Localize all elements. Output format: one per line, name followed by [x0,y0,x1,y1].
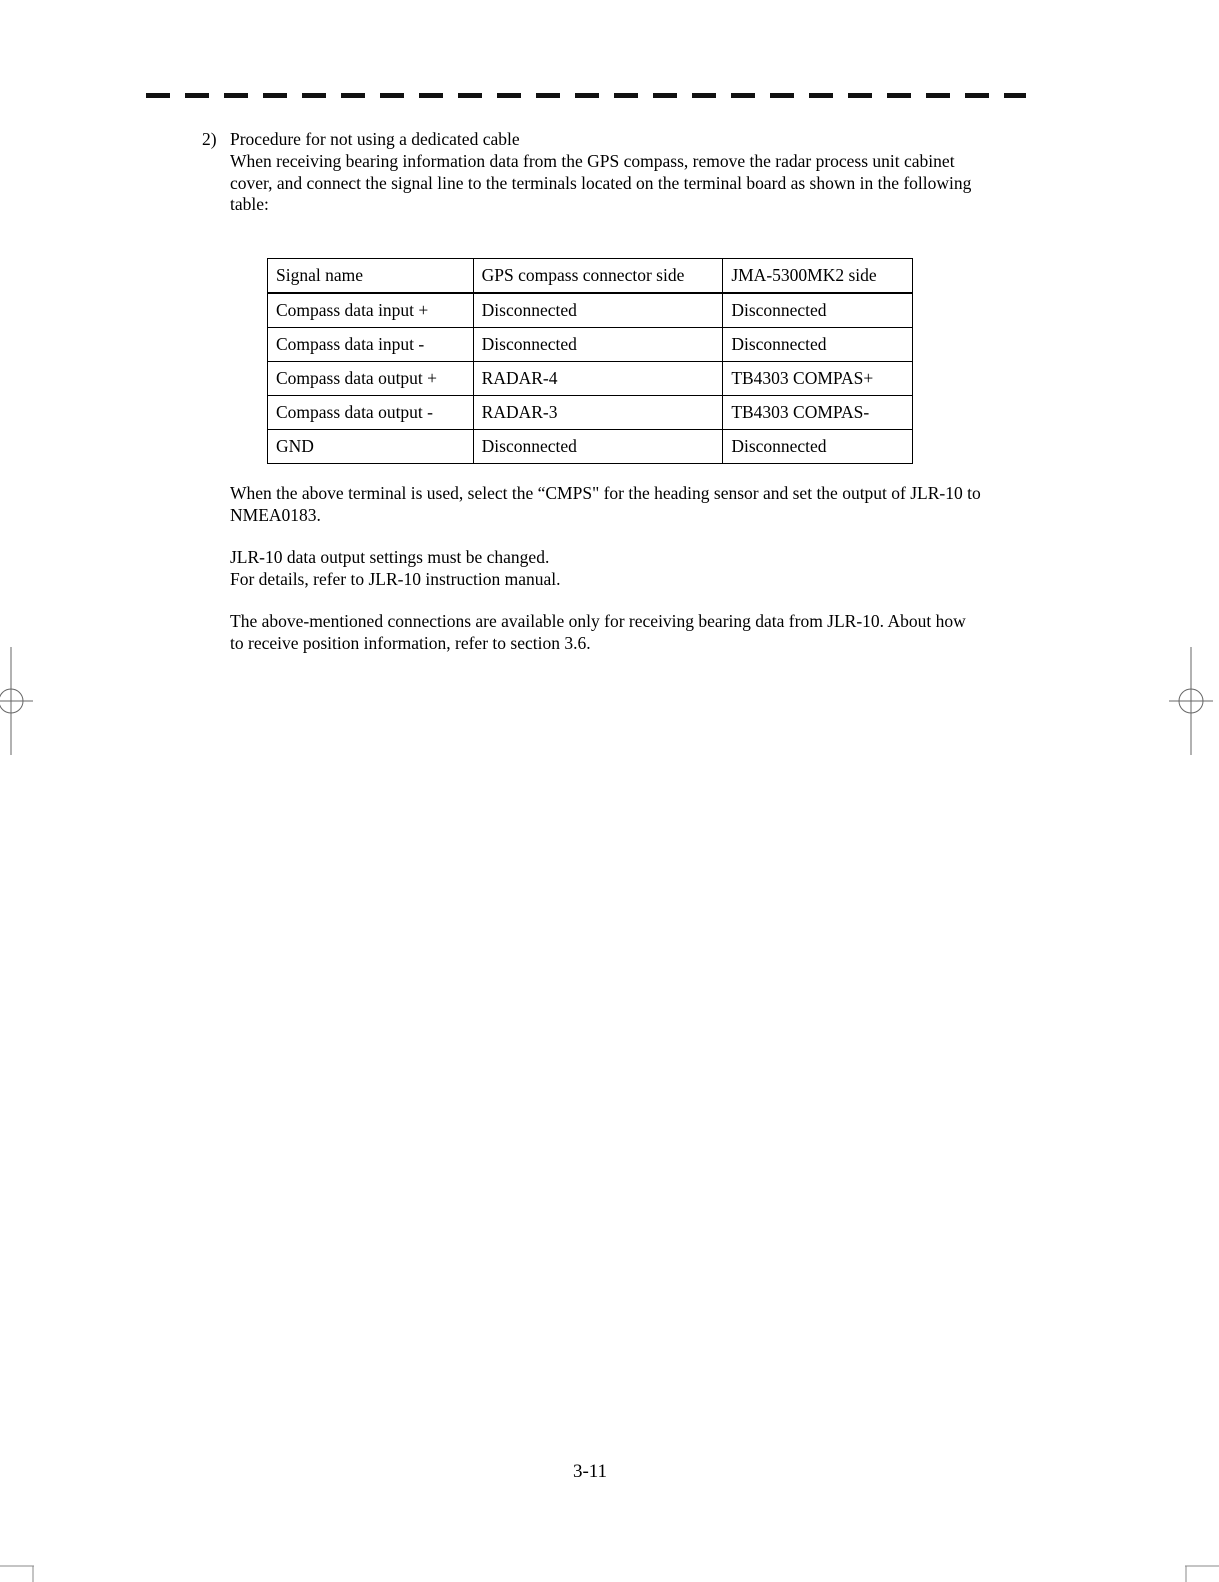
table-cell: TB4303 COMPAS+ [723,362,913,396]
page-number: 3-11 [572,1461,608,1482]
note-line: JLR-10 data output settings must be changed. [230,547,550,567]
table-cell: Compass data input + [268,293,474,328]
note-line: to receive position information, refer to section 3.6. [230,632,591,653]
section-title: Procedure for not using a dedicated cable [230,129,520,149]
note-line: The above-mentioned connections are available only for receiving bearing data from JLR-10. About how [230,611,966,631]
crop-mark-icon [1185,1562,1219,1582]
table-row [268,362,913,396]
table-cell: GND [268,430,474,464]
table-cell: Disconnected [473,430,723,464]
table-cell: RADAR-3 [473,396,723,430]
registration-mark-icon [1169,647,1213,755]
table-cell: Disconnected [723,293,913,328]
table-row [268,430,913,464]
header-jma-side: JMA-5300MK2 side [723,259,913,294]
note-line: When the above terminal is used, select the “CMPS" for the heading sensor and set the output of JLR-10 to [230,483,981,503]
crop-mark-icon [0,1562,34,1582]
section-number: 2) [202,129,217,149]
body-line: cover, and connect the signal line to the terminals located on the terminal board as shown in the following [230,172,972,193]
table-row [268,293,913,328]
table-cell: TB4303 COMPAS- [723,396,913,430]
dashed-header-rule [146,93,1026,98]
note-output-settings [230,547,1050,590]
note-heading-sensor [230,483,1050,526]
note-line: For details, refer to JLR-10 instruction manual. [230,568,561,589]
table-header-row [268,259,913,294]
header-gps-side: GPS compass connector side [473,259,723,294]
table-cell: Disconnected [723,328,913,362]
table-cell: Disconnected [473,328,723,362]
body-line: When receiving bearing information data from the GPS compass, remove the radar process unit cabinet [230,151,955,171]
note-line: NMEA0183. [230,504,321,525]
table-cell: Compass data output + [268,362,474,396]
header-signal-name: Signal name [268,259,474,294]
table-row [268,328,913,362]
body-line: table: [230,194,269,214]
table-cell: Compass data input - [268,328,474,362]
registration-mark-icon [0,647,33,755]
section-body [230,151,1030,216]
table-row [268,396,913,430]
table-cell: Disconnected [473,293,723,328]
signal-connection-table [267,258,913,464]
table-cell: Disconnected [723,430,913,464]
table-cell: Compass data output - [268,396,474,430]
table-cell: RADAR-4 [473,362,723,396]
note-bearing-only [230,611,1050,654]
